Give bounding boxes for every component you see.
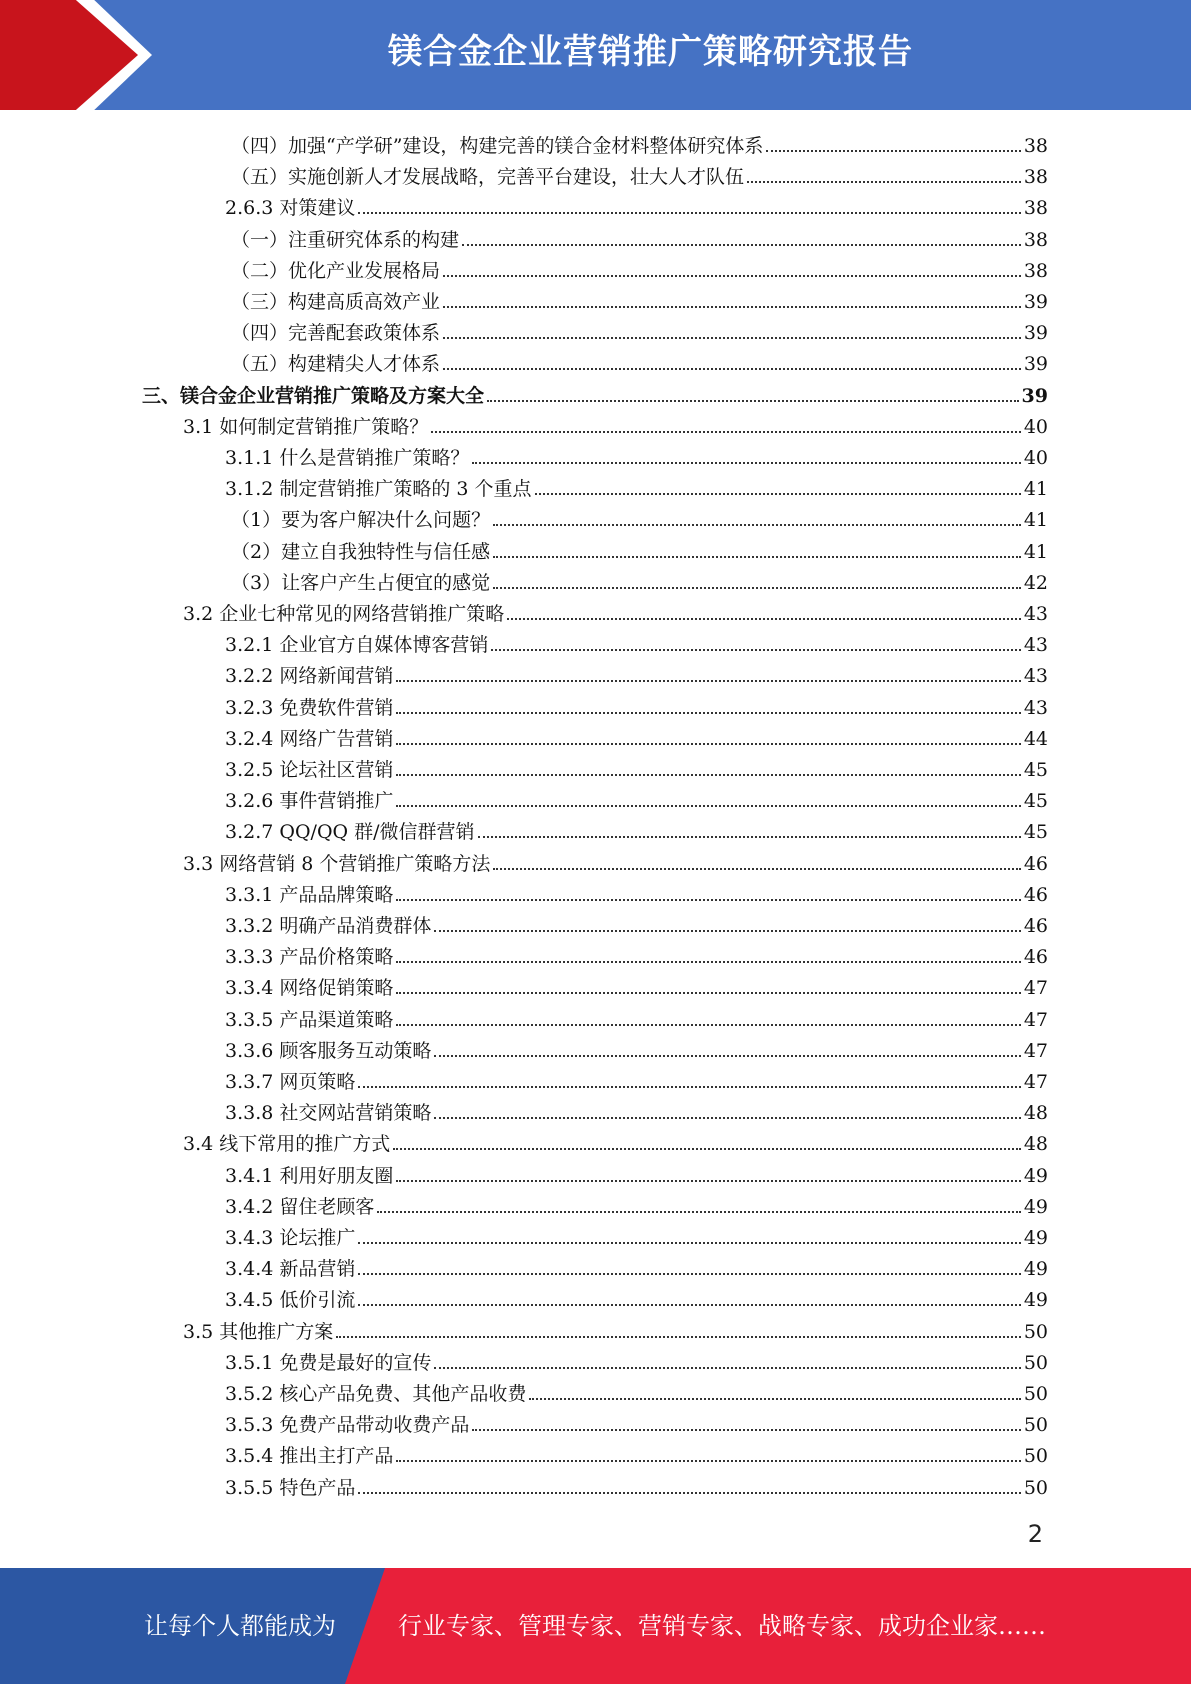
toc-entry-label: （3）让客户产生占便宜的感觉 [231,571,491,594]
toc-leader-dots [472,461,1020,464]
toc-leader-dots [493,867,1020,870]
toc-entry-page: 49 [1023,1227,1048,1249]
toc-entry[interactable] [225,750,1048,781]
toc-entry-label: 3.3.7 网页策略 [225,1071,356,1093]
toc-leader-dots [493,523,1021,526]
toc-leader-dots [472,1428,1020,1431]
footer-slogan-right: 行业专家、管理专家、营销专家、战略专家、成功企业家…… [398,1612,1046,1640]
toc-entry-page: 38 [1023,228,1048,251]
toc-entry[interactable] [225,719,1048,750]
toc-entry-label: 3.5.2 核心产品免费、其他产品收费 [225,1383,527,1405]
toc-entry-page: 39 [1023,353,1048,376]
toc-entry[interactable] [225,1436,1048,1467]
toc-entry[interactable] [225,937,1048,968]
toc-entry-page: 43 [1023,696,1048,719]
toc-entry-page: 50 [1023,1351,1048,1374]
toc-entry[interactable] [225,1031,1048,1062]
toc-entry[interactable] [225,1249,1048,1280]
toc-leader-dots [396,679,1020,682]
toc-entry-page: 39 [1023,322,1048,345]
toc-entry[interactable] [231,313,1048,344]
toc-entry-label: 3.5.5 特色产品 [225,1476,356,1499]
toc-leader-dots [493,555,1021,558]
toc-entry[interactable] [231,220,1048,251]
toc-entry-page: 38 [1023,135,1048,157]
toc-leader-dots [535,492,1021,495]
toc-entry-label: 3.4.1 利用好朋友圈 [225,1164,394,1187]
toc-entry-page: 50 [1023,1445,1048,1468]
toc-leader-dots [431,430,1021,433]
toc-entry-label: 3.4.2 留住老顾客 [225,1195,375,1218]
toc-leader-dots [336,1335,1021,1338]
toc-entry-label: 2.6.3 对策建议 [225,197,356,220]
toc-entry[interactable] [225,188,1048,219]
toc-entry[interactable] [231,157,1048,188]
toc-leader-dots [358,1303,1020,1306]
toc-entry-label: 3.3.1 产品品牌策略 [225,883,394,906]
toc-leader-dots [358,211,1020,214]
toc-leader-dots [487,399,1019,402]
toc-entry-label: 3.2.7 QQ/QQ 群/微信群营销 [225,821,475,844]
toc-entry[interactable] [231,126,1048,157]
toc-entry-label: 3.5.1 免费是最好的宣传 [225,1351,432,1374]
toc-leader-dots [396,898,1020,901]
toc-entry-label: 三、镁合金企业营销推广策略及方案大全 [142,384,485,407]
toc-entry[interactable] [225,781,1048,812]
toc-entry-label: 3.2 企业七种常见的网络营销推广策略 [183,603,505,625]
toc-entry-page: 39 [1023,291,1048,313]
toc-entry-page: 46 [1023,852,1048,875]
toc-entry-label: 3.5.4 推出主打产品 [225,1445,394,1468]
toc-entry-page: 46 [1023,915,1048,937]
toc-entry[interactable] [225,1468,1048,1499]
toc-leader-dots [396,991,1020,994]
toc-entry-page: 46 [1023,946,1048,969]
toc-entry-label: （三）构建高质高效产业 [231,291,441,313]
toc-entry[interactable] [225,1343,1048,1374]
toc-entry-label: 3.3.8 社交网站营销策略 [225,1102,432,1125]
toc-leader-dots [443,305,1021,308]
toc-entry-page: 45 [1023,759,1048,781]
toc-entry-label: 3.1.1 什么是营销推广策略？ [225,447,470,469]
toc-entry[interactable] [225,1093,1048,1124]
toc-leader-dots [766,149,1020,152]
toc-entry-page: 49 [1023,1289,1048,1312]
toc-entry[interactable] [183,844,1048,875]
toc-entry[interactable] [231,563,1048,594]
toc-leader-dots [493,586,1021,589]
toc-entry-page: 47 [1023,1039,1048,1062]
toc-entry-page: 38 [1023,259,1048,282]
toc-entry-page: 50 [1023,1320,1048,1343]
toc-entry[interactable] [225,1374,1048,1405]
toc-leader-dots [434,1054,1020,1057]
toc-entry[interactable] [225,906,1048,937]
toc-leader-dots [396,1179,1020,1182]
toc-entry-label: 3.1 如何制定营销推广策略？ [183,415,429,438]
toc-entry-label: 3.4.5 低价引流 [225,1289,356,1312]
toc-leader-dots [443,274,1021,277]
toc-leader-dots [434,929,1020,932]
toc-leader-dots [434,1366,1020,1369]
toc-entry[interactable] [225,688,1048,719]
toc-entry-label: 3.4.3 论坛推广 [225,1227,356,1249]
toc-entry-page: 46 [1023,883,1048,906]
toc-entry-label: 3.3.2 明确产品消费群体 [225,915,432,937]
toc-entry[interactable] [225,1187,1048,1218]
toc-leader-dots [358,1241,1020,1244]
toc-entry-label: 3.2.1 企业官方自媒体博客营销 [225,634,489,657]
toc-entry-page: 50 [1023,1414,1048,1437]
toc-entry-page: 44 [1023,727,1048,750]
toc-entry[interactable] [183,594,1048,625]
toc-leader-dots [747,180,1021,183]
toc-entry-page: 43 [1023,634,1048,657]
toc-entry-label: 3.3.6 顾客服务互动策略 [225,1039,432,1062]
toc-leader-dots [396,804,1020,807]
toc-entry-page: 47 [1023,1008,1048,1031]
toc-entry[interactable] [225,1405,1048,1436]
toc-entry-page: 41 [1023,478,1048,501]
toc-entry-label: （四）完善配套政策体系 [231,322,441,345]
toc-leader-dots [478,835,1021,838]
toc-leader-dots [358,1491,1020,1494]
toc-entry[interactable] [183,1312,1048,1343]
toc-entry-page: 40 [1023,447,1048,469]
toc-entry-page: 41 [1023,540,1048,563]
toc-entry-label: 3.5 其他推广方案 [183,1320,334,1343]
page-header [0,0,1191,110]
toc-entry-label: （五）构建精尖人才体系 [231,353,441,376]
toc-entry-page: 49 [1023,1258,1048,1281]
header-chevron-red [0,0,138,110]
toc-entry-label: 3.2.3 免费软件营销 [225,696,394,719]
toc-entry[interactable] [231,344,1048,375]
toc-entry-page: 41 [1023,509,1048,532]
toc-leader-dots [396,773,1020,776]
toc-entry-label: 3.4 线下常用的推广方式 [183,1133,391,1156]
toc-entry[interactable] [225,1000,1048,1031]
toc-entry[interactable] [231,500,1048,531]
toc-entry-label: （二）优化产业发展格局 [231,259,441,282]
toc-entry[interactable] [225,469,1048,500]
toc-entry[interactable] [183,1124,1048,1155]
toc-entry-label: （2）建立自我独特性与信任感 [231,540,491,563]
toc-entry[interactable] [225,1218,1048,1249]
toc-entry[interactable] [225,1280,1048,1311]
toc-entry[interactable] [225,1062,1048,1093]
toc-entry-page: 50 [1023,1476,1048,1499]
toc-entry-page: 42 [1023,571,1048,594]
toc-entry-page: 39 [1021,384,1048,407]
toc-entry-page: 48 [1023,1133,1048,1156]
toc-entry-label: （四）加强“产学研”建设，构建完善的镁合金材料整体研究体系 [231,135,764,157]
toc-entry[interactable] [225,656,1048,687]
toc-entry-label: 3.2.5 论坛社区营销 [225,759,394,781]
toc-entry[interactable] [231,251,1048,282]
toc-leader-dots [393,1147,1021,1150]
toc-leader-dots [396,711,1020,714]
toc-entry-page: 43 [1023,603,1048,625]
page-footer [0,1568,1191,1684]
toc-entry[interactable] [225,875,1048,906]
toc-entry-label: （五）实施创新人才发展战略，完善平台建设，壮大人才队伍 [231,166,745,189]
toc-leader-dots [462,243,1021,246]
toc-entry-page: 40 [1023,415,1048,438]
toc-entry-page: 47 [1023,1071,1048,1093]
toc-leader-dots [377,1210,1020,1213]
toc-entry-page: 45 [1023,790,1048,813]
toc-entry-label: （1）要为客户解决什么问题？ [231,509,491,532]
toc-entry[interactable] [225,1156,1048,1187]
toc-entry-label: 3.4.4 新品营销 [225,1258,356,1281]
toc-leader-dots [358,1272,1020,1275]
toc-entry-page: 48 [1023,1102,1048,1125]
toc-leader-dots [358,1085,1020,1088]
toc-entry-page: 49 [1023,1195,1048,1218]
toc-leader-dots [507,617,1021,620]
footer-slogan-left: 让每个人都能成为 [144,1612,336,1640]
toc-leader-dots [443,367,1021,370]
toc-entry-label: 3.3 网络营销 8 个营销推广策略方法 [183,852,491,875]
toc-leader-dots [491,648,1020,651]
toc-leader-dots [443,336,1021,339]
toc-entry-label: 3.3.4 网络促销策略 [225,977,394,1000]
toc-entry[interactable] [231,532,1048,563]
document-title: 镁合金企业营销推广策略研究报告 [388,32,913,72]
toc-entry[interactable] [225,625,1048,656]
toc-entry-label: 3.2.2 网络新闻营销 [225,665,394,688]
toc-leader-dots [529,1397,1020,1400]
toc-entry-page: 45 [1023,821,1048,844]
toc-entry-label: 3.3.3 产品价格策略 [225,946,394,969]
toc-entry-label: （一）注重研究体系的构建 [231,228,460,251]
toc-entry-label: 3.3.5 产品渠道策略 [225,1008,394,1031]
toc-entry[interactable] [231,282,1048,313]
toc-leader-dots [396,742,1020,745]
toc-entry-page: 47 [1023,977,1048,1000]
toc-leader-dots [434,1116,1020,1119]
toc-entry[interactable] [225,968,1048,999]
toc-entry-label: 3.5.3 免费产品带动收费产品 [225,1414,470,1437]
page-number: 2 [1027,1520,1043,1548]
toc-entry-label: 3.2.4 网络广告营销 [225,727,394,750]
toc-entry-page: 50 [1023,1383,1048,1405]
toc-entry-page: 38 [1023,197,1048,220]
toc-leader-dots [396,1459,1020,1462]
toc-entry-page: 38 [1023,166,1048,189]
toc-entry-page: 43 [1023,665,1048,688]
toc-entry-label: 3.2.6 事件营销推广 [225,790,394,813]
toc-leader-dots [396,960,1020,963]
toc-entry[interactable] [225,812,1048,843]
toc-entry[interactable] [142,376,1048,407]
toc-entry-page: 49 [1023,1164,1048,1187]
toc-entry[interactable] [225,438,1048,469]
toc-entry[interactable] [183,407,1048,438]
toc-entry-label: 3.1.2 制定营销推广策略的 3 个重点 [225,478,532,501]
toc-leader-dots [396,1023,1020,1026]
